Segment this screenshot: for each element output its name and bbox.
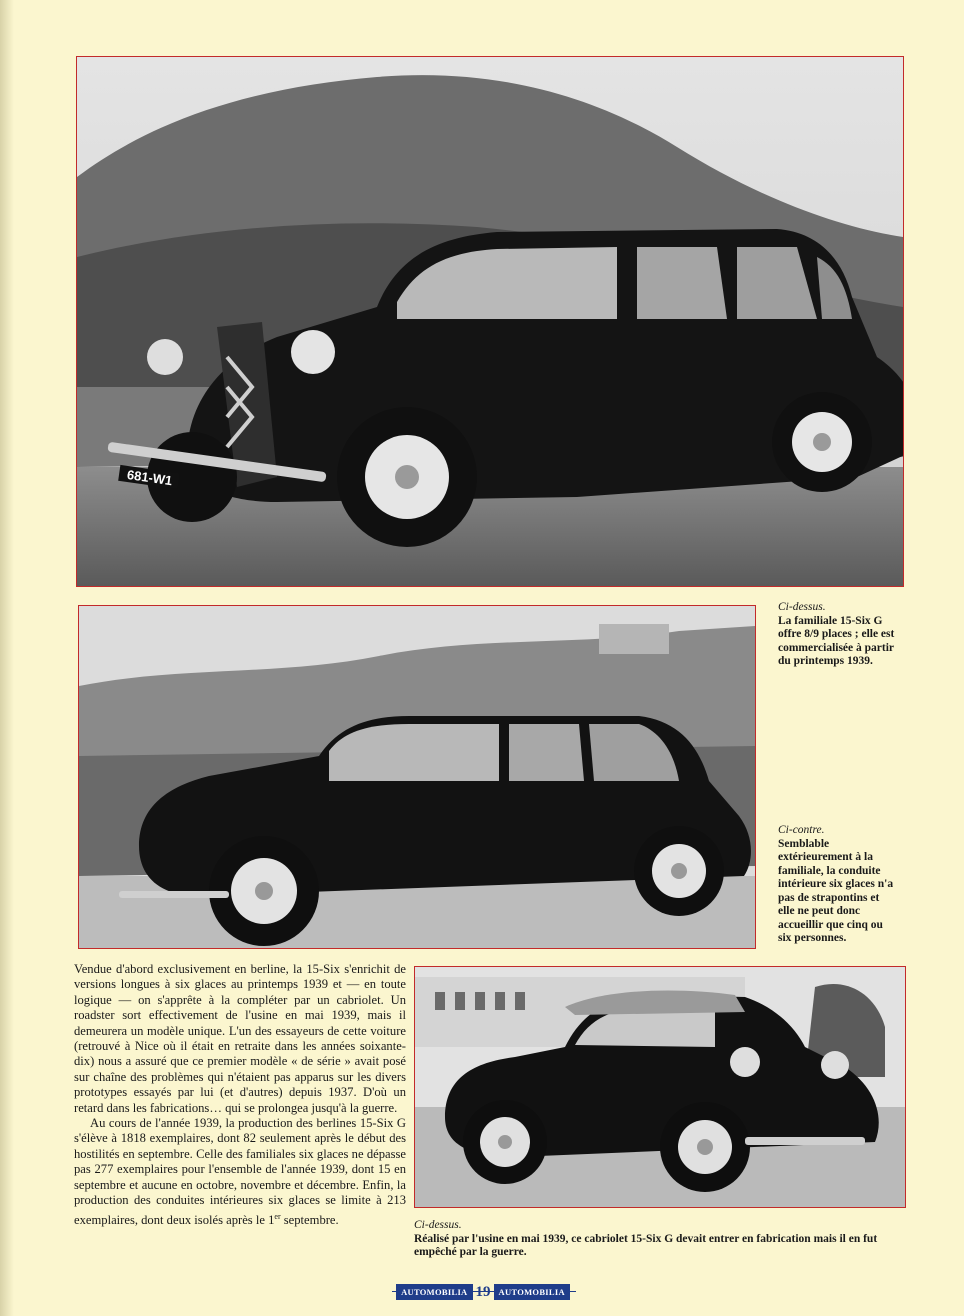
- caption-bottom-body: Réalisé par l'usine en mai 1939, ce cabriolet 15-Six G devait entrer en fabrication mais il en fut empêché par la guerre.: [414, 1232, 878, 1258]
- photo-familiale: [76, 56, 904, 587]
- page-number: 19: [475, 1283, 491, 1300]
- photo-conduite-interieure: [78, 605, 756, 949]
- caption-middle: [778, 824, 898, 946]
- article-paragraph-2-main: Au cours de l'année 1939, la production des berlines 15-Six G s'élève à 1818 exemplaires, dont 82 seulement après le début des hostilités en septembre. Celle des familiales six glaces ne dépasse pas 277 exemplaires pour l'ensemble de l'année 1939, dont 15 en septembre et aucune en octobre, novembre et décembre. Enfin, la production des conduites intérieures six glaces se limite à 213 exemplaires, dont deux isolés après le 1: [74, 1116, 406, 1227]
- footer-magazine-right: AUTOMOBILIA: [494, 1284, 570, 1300]
- caption-top-lead: Ci-dessus.: [778, 601, 826, 613]
- article-text: [74, 962, 406, 1228]
- caption-top-body: La familiale 15-Six G offre 8/9 places ; elle est commercialisée à partir du printemps 1939.: [778, 614, 895, 667]
- footer-magazine-left: AUTOMOBILIA: [396, 1284, 472, 1300]
- caption-bottom: [414, 1219, 906, 1260]
- article-paragraph-1: Vendue d'abord exclusivement en berline, la 15-Six s'enrichit de versions longues à six glaces au printemps 1939 et — en toute logique — on s'apprête à la compléter par un cabriolet. Un roadster sort effectivement de l'usine en mai 1939, mais il demeurera un modèle unique. L'un des essayeurs de cette voiture (retrouvé à Nice où il était en retraite dans les années soixante-dix) nous a assuré que ce premier modèle « de série » avait posé sur chaîne des problèmes qui n'étaient pas apparus sur les divers prototypes essayés par lui (et d'autres) depuis 1937. D'où un retard dans les fabrications… qui se prolongea jusqu'à la guerre.: [74, 962, 406, 1115]
- page-footer: [401, 1282, 565, 1302]
- superscript-er: er: [274, 1211, 281, 1221]
- page-gutter: [0, 0, 14, 1316]
- caption-middle-lead: Ci-contre.: [778, 824, 825, 836]
- caption-middle-body: Semblable extérieurement à la familiale, la conduite intérieure six glaces n'a pas de strapontins et elle ne peut donc accueillir que cinq ou six personnes.: [778, 837, 894, 944]
- license-plate: 681-W1: [126, 467, 174, 489]
- caption-top: [778, 601, 898, 669]
- article-paragraph-2-end: septembre.: [280, 1212, 339, 1227]
- caption-bottom-lead: Ci-dessus.: [414, 1219, 462, 1231]
- article-paragraph-2: [74, 1116, 406, 1228]
- photo-cabriolet: [414, 966, 906, 1208]
